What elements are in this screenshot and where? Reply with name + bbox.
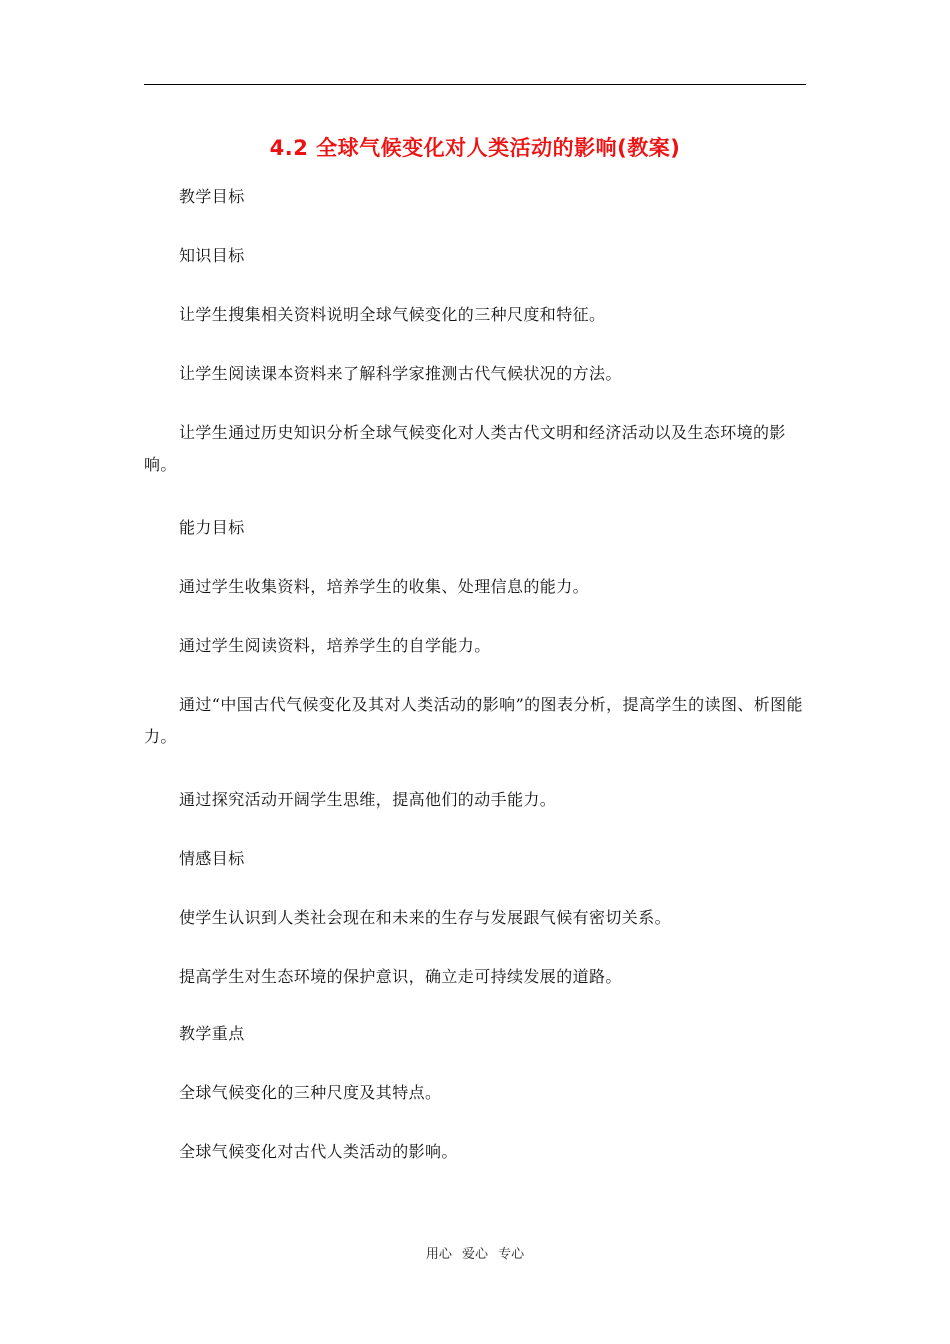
paragraph: 通过“中国古代气候变化及其对人类活动的影响”的图表分析，提高学生的读图、析图能力。 [144,695,803,746]
paragraph: 让学生搜集相关资料说明全球气候变化的三种尺度和特征。 [179,305,606,324]
section-heading-teaching-focus: 教学重点 [179,1024,245,1043]
paragraph: 全球气候变化的三种尺度及其特点。 [179,1083,442,1102]
paragraph: 提高学生对生态环境的保护意识，确立走可持续发展的道路。 [179,967,622,986]
header-rule [144,84,806,85]
subheading-ability-goals: 能力目标 [179,518,245,537]
paragraph: 让学生通过历史知识分析全球气候变化对人类古代文明和经济活动以及生态环境的影响。 [144,423,786,474]
paragraph: 全球气候变化对古代人类活动的影响。 [179,1142,458,1161]
paragraph: 通过探究活动开阔学生思维，提高他们的动手能力。 [179,790,557,809]
section-heading-teaching-goals: 教学目标 [179,187,245,206]
page-footer: 用心 爱心 专心 [425,1247,525,1262]
paragraph: 通过学生阅读资料，培养学生的自学能力。 [179,636,491,655]
subheading-knowledge-goals: 知识目标 [179,246,245,265]
subheading-emotion-goals: 情感目标 [179,849,245,868]
paragraph: 通过学生收集资料，培养学生的收集、处理信息的能力。 [179,577,590,596]
document-title: 4.2 全球气候变化对人类活动的影响(教案) [269,136,681,160]
paragraph: 让学生阅读课本资料来了解科学家推测古代气候状况的方法。 [179,364,622,383]
paragraph: 使学生认识到人类社会现在和未来的生存与发展跟气候有密切关系。 [179,908,672,927]
